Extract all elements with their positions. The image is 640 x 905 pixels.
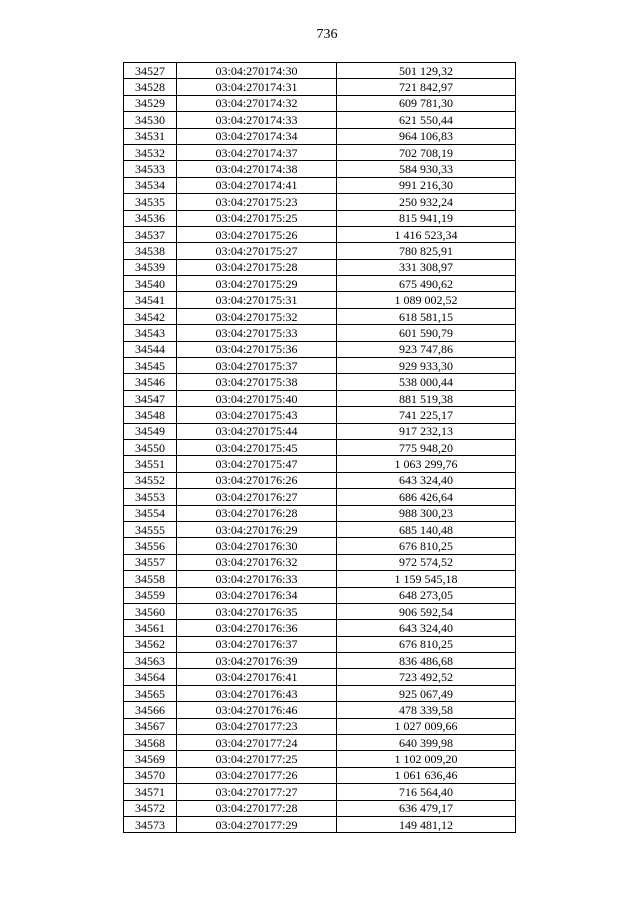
table-row [124, 603, 516, 619]
table-row [124, 767, 516, 783]
value-cell: 972 574,52 [337, 554, 516, 570]
cadastral-number-cell: 03:04:270175:31 [177, 292, 337, 308]
row-number-cell: 34541 [124, 292, 177, 308]
value-cell: 1 063 299,76 [337, 456, 516, 472]
value-cell: 478 339,58 [337, 702, 516, 718]
row-number-cell: 34551 [124, 456, 177, 472]
row-number-cell: 34559 [124, 587, 177, 603]
value-cell: 675 490,62 [337, 276, 516, 292]
row-number-cell: 34546 [124, 374, 177, 390]
cadastral-number-cell: 03:04:270176:41 [177, 669, 337, 685]
table-row [124, 407, 516, 423]
table-row [124, 308, 516, 324]
table-row [124, 325, 516, 341]
table-row [124, 161, 516, 177]
value-cell: 149 481,12 [337, 816, 516, 832]
value-cell: 716 564,40 [337, 784, 516, 800]
table-row [124, 128, 516, 144]
cadastral-number-cell: 03:04:270174:33 [177, 112, 337, 128]
value-cell: 906 592,54 [337, 603, 516, 619]
table-row [124, 341, 516, 357]
value-cell: 501 129,32 [337, 63, 516, 79]
row-number-cell: 34543 [124, 325, 177, 341]
row-number-cell: 34550 [124, 439, 177, 455]
cadastral-number-cell: 03:04:270176:34 [177, 587, 337, 603]
cadastral-number-cell: 03:04:270175:37 [177, 358, 337, 374]
row-number-cell: 34530 [124, 112, 177, 128]
cadastral-number-cell: 03:04:270175:47 [177, 456, 337, 472]
row-number-cell: 34562 [124, 636, 177, 652]
cadastral-number-cell: 03:04:270175:32 [177, 308, 337, 324]
table-row [124, 423, 516, 439]
table-row [124, 702, 516, 718]
value-cell: 685 140,48 [337, 521, 516, 537]
cadastral-number-cell: 03:04:270174:34 [177, 128, 337, 144]
cadastral-number-cell: 03:04:270174:41 [177, 177, 337, 193]
cadastral-number-cell: 03:04:270175:25 [177, 210, 337, 226]
cadastral-number-cell: 03:04:270176:27 [177, 489, 337, 505]
cadastral-number-cell: 03:04:270176:35 [177, 603, 337, 619]
value-cell: 836 486,68 [337, 653, 516, 669]
cadastral-number-cell: 03:04:270174:38 [177, 161, 337, 177]
table-row [124, 505, 516, 521]
row-number-cell: 34545 [124, 358, 177, 374]
cadastral-number-cell: 03:04:270177:27 [177, 784, 337, 800]
value-cell: 621 550,44 [337, 112, 516, 128]
value-cell: 988 300,23 [337, 505, 516, 521]
table-row [124, 653, 516, 669]
row-number-cell: 34568 [124, 735, 177, 751]
value-cell: 923 747,86 [337, 341, 516, 357]
value-cell: 609 781,30 [337, 95, 516, 111]
row-number-cell: 34544 [124, 341, 177, 357]
table-row [124, 439, 516, 455]
value-cell: 991 216,30 [337, 177, 516, 193]
cadastral-number-cell: 03:04:270176:28 [177, 505, 337, 521]
row-number-cell: 34573 [124, 816, 177, 832]
table-row [124, 718, 516, 734]
value-cell: 929 933,30 [337, 358, 516, 374]
value-cell: 702 708,19 [337, 144, 516, 160]
value-cell: 331 308,97 [337, 259, 516, 275]
table-row [124, 276, 516, 292]
table-row [124, 144, 516, 160]
row-number-cell: 34567 [124, 718, 177, 734]
cadastral-number-cell: 03:04:270175:36 [177, 341, 337, 357]
row-number-cell: 34557 [124, 554, 177, 570]
row-number-cell: 34571 [124, 784, 177, 800]
table-row [124, 751, 516, 767]
row-number-cell: 34537 [124, 226, 177, 242]
cadastral-number-cell: 03:04:270177:23 [177, 718, 337, 734]
cadastral-number-cell: 03:04:270174:31 [177, 79, 337, 95]
row-number-cell: 34553 [124, 489, 177, 505]
cadastral-number-cell: 03:04:270177:25 [177, 751, 337, 767]
row-number-cell: 34533 [124, 161, 177, 177]
value-cell: 741 225,17 [337, 407, 516, 423]
cadastral-number-cell: 03:04:270176:32 [177, 554, 337, 570]
table-row [124, 571, 516, 587]
cadastral-number-cell: 03:04:270176:36 [177, 620, 337, 636]
cadastral-number-cell: 03:04:270175:40 [177, 390, 337, 406]
value-cell: 1 027 009,66 [337, 718, 516, 734]
value-cell: 964 106,83 [337, 128, 516, 144]
page-number: 736 [316, 27, 338, 42]
row-number-cell: 34558 [124, 571, 177, 587]
value-cell: 636 479,17 [337, 800, 516, 816]
row-number-cell: 34560 [124, 603, 177, 619]
row-number-cell: 34554 [124, 505, 177, 521]
cadastral-number-cell: 03:04:270175:43 [177, 407, 337, 423]
table-row [124, 374, 516, 390]
table-row [124, 63, 516, 79]
table-row [124, 735, 516, 751]
value-cell: 618 581,15 [337, 308, 516, 324]
table-row [124, 226, 516, 242]
cadastral-number-cell: 03:04:270176:26 [177, 472, 337, 488]
value-cell: 1 159 545,18 [337, 571, 516, 587]
row-number-cell: 34540 [124, 276, 177, 292]
value-cell: 686 426,64 [337, 489, 516, 505]
value-cell: 1 416 523,34 [337, 226, 516, 242]
table-row [124, 79, 516, 95]
table-row [124, 292, 516, 308]
row-number-cell: 34531 [124, 128, 177, 144]
table-row [124, 243, 516, 259]
table-row [124, 456, 516, 472]
table-row [124, 636, 516, 652]
cadastral-number-cell: 03:04:270175:23 [177, 194, 337, 210]
table-row [124, 112, 516, 128]
table-row [124, 210, 516, 226]
row-number-cell: 34570 [124, 767, 177, 783]
table-row [124, 669, 516, 685]
value-cell: 1 102 009,20 [337, 751, 516, 767]
row-number-cell: 34549 [124, 423, 177, 439]
table-row [124, 538, 516, 554]
row-number-cell: 34539 [124, 259, 177, 275]
cadastral-number-cell: 03:04:270177:24 [177, 735, 337, 751]
cadastral-number-cell: 03:04:270175:28 [177, 259, 337, 275]
value-cell: 723 492,52 [337, 669, 516, 685]
value-cell: 676 810,25 [337, 538, 516, 554]
table-row [124, 177, 516, 193]
table-row [124, 521, 516, 537]
row-number-cell: 34547 [124, 390, 177, 406]
row-number-cell: 34572 [124, 800, 177, 816]
value-cell: 643 324,40 [337, 472, 516, 488]
row-number-cell: 34563 [124, 653, 177, 669]
row-number-cell: 34555 [124, 521, 177, 537]
table-row [124, 259, 516, 275]
table-row [124, 390, 516, 406]
table-row [124, 816, 516, 832]
value-cell: 775 948,20 [337, 439, 516, 455]
cadastral-number-cell: 03:04:270175:45 [177, 439, 337, 455]
cadastral-number-cell: 03:04:270175:38 [177, 374, 337, 390]
table-row [124, 95, 516, 111]
value-cell: 1 089 002,52 [337, 292, 516, 308]
value-cell: 1 061 636,46 [337, 767, 516, 783]
table-row [124, 472, 516, 488]
table-row [124, 587, 516, 603]
value-cell: 925 067,49 [337, 685, 516, 701]
table-row [124, 784, 516, 800]
value-cell: 676 810,25 [337, 636, 516, 652]
cadastral-number-cell: 03:04:270175:44 [177, 423, 337, 439]
table-row [124, 489, 516, 505]
cadastral-number-cell: 03:04:270176:39 [177, 653, 337, 669]
cadastral-number-cell: 03:04:270176:30 [177, 538, 337, 554]
cadastral-number-cell: 03:04:270175:29 [177, 276, 337, 292]
value-cell: 881 519,38 [337, 390, 516, 406]
cadastral-number-cell: 03:04:270174:30 [177, 63, 337, 79]
value-cell: 721 842,97 [337, 79, 516, 95]
cadastral-number-cell: 03:04:270174:32 [177, 95, 337, 111]
value-cell: 640 399,98 [337, 735, 516, 751]
table-row [124, 554, 516, 570]
table-row [124, 620, 516, 636]
cadastral-number-cell: 03:04:270176:33 [177, 571, 337, 587]
table-body [124, 63, 516, 833]
value-cell: 601 590,79 [337, 325, 516, 341]
row-number-cell: 34534 [124, 177, 177, 193]
row-number-cell: 34548 [124, 407, 177, 423]
table-row [124, 685, 516, 701]
cadastral-number-cell: 03:04:270175:26 [177, 226, 337, 242]
cadastral-number-cell: 03:04:270176:43 [177, 685, 337, 701]
cadastral-value-table [123, 62, 516, 833]
table-row [124, 358, 516, 374]
row-number-cell: 34566 [124, 702, 177, 718]
row-number-cell: 34528 [124, 79, 177, 95]
row-number-cell: 34565 [124, 685, 177, 701]
row-number-cell: 34535 [124, 194, 177, 210]
cadastral-number-cell: 03:04:270177:29 [177, 816, 337, 832]
value-cell: 780 825,91 [337, 243, 516, 259]
row-number-cell: 34564 [124, 669, 177, 685]
row-number-cell: 34556 [124, 538, 177, 554]
row-number-cell: 34542 [124, 308, 177, 324]
cadastral-number-cell: 03:04:270175:27 [177, 243, 337, 259]
value-cell: 643 324,40 [337, 620, 516, 636]
cadastral-number-cell: 03:04:270176:37 [177, 636, 337, 652]
cadastral-number-cell: 03:04:270177:26 [177, 767, 337, 783]
table-row [124, 194, 516, 210]
row-number-cell: 34532 [124, 144, 177, 160]
value-cell: 584 930,33 [337, 161, 516, 177]
cadastral-number-cell: 03:04:270174:37 [177, 144, 337, 160]
value-cell: 648 273,05 [337, 587, 516, 603]
value-cell: 538 000,44 [337, 374, 516, 390]
row-number-cell: 34561 [124, 620, 177, 636]
row-number-cell: 34538 [124, 243, 177, 259]
value-cell: 250 932,24 [337, 194, 516, 210]
row-number-cell: 34552 [124, 472, 177, 488]
row-number-cell: 34529 [124, 95, 177, 111]
cadastral-number-cell: 03:04:270175:33 [177, 325, 337, 341]
table-row [124, 800, 516, 816]
value-cell: 815 941,19 [337, 210, 516, 226]
value-cell: 917 232,13 [337, 423, 516, 439]
row-number-cell: 34536 [124, 210, 177, 226]
row-number-cell: 34569 [124, 751, 177, 767]
cadastral-number-cell: 03:04:270176:46 [177, 702, 337, 718]
cadastral-number-cell: 03:04:270176:29 [177, 521, 337, 537]
row-number-cell: 34527 [124, 63, 177, 79]
cadastral-number-cell: 03:04:270177:28 [177, 800, 337, 816]
